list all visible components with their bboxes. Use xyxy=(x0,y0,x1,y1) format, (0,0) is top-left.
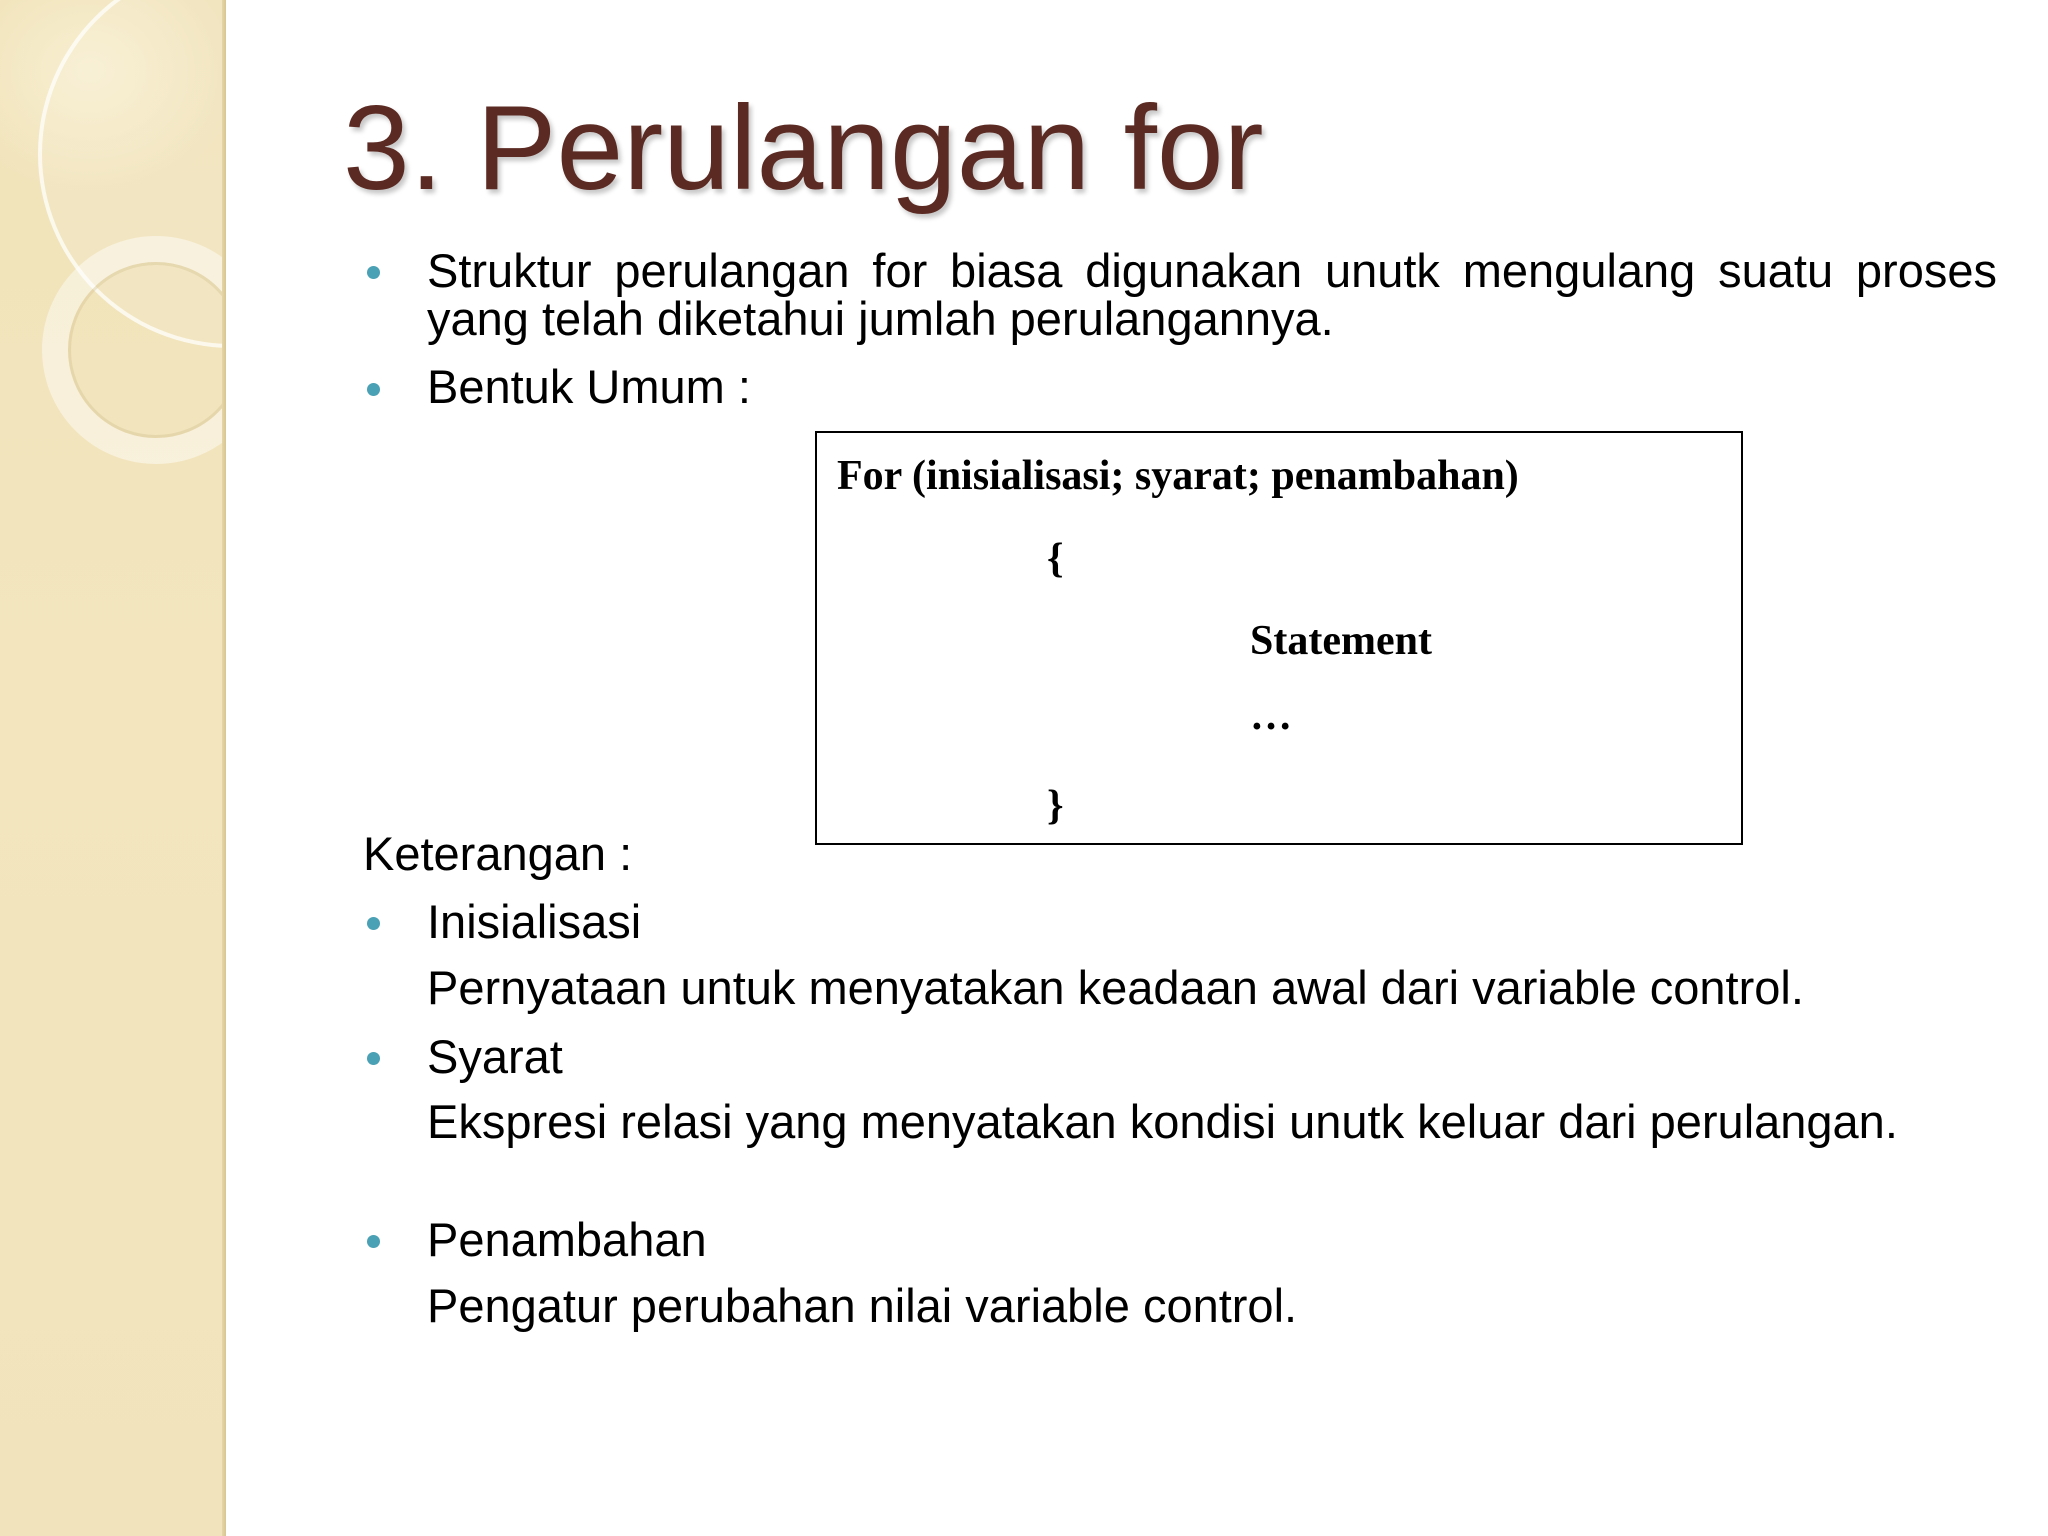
bullet-dot xyxy=(367,1052,380,1065)
bullet-dot xyxy=(367,917,380,930)
panel-edge xyxy=(222,0,226,1536)
note-term-initialization: Inisialisasi xyxy=(427,895,642,948)
note-term-increment: Penambahan xyxy=(427,1213,707,1266)
slide-title: 3. Perulangan for xyxy=(343,81,1264,215)
note-desc-initialization: Pernyataan untuk menyatakan keadaan awal dari variable control. xyxy=(427,961,1804,1014)
note-desc-condition: Ekspresi relasi yang menyatakan kondisi unutk keluar dari perulangan. xyxy=(427,1095,1898,1148)
decorative-side-panel xyxy=(0,0,226,1536)
bullet-dot xyxy=(367,266,380,279)
bullet-text-general-form: Bentuk Umum : xyxy=(427,360,751,413)
syntax-open-brace: { xyxy=(1047,536,1064,582)
syntax-ellipsis: … xyxy=(1250,693,1292,739)
syntax-close-brace: } xyxy=(1047,783,1064,829)
syntax-box xyxy=(815,431,1743,845)
note-term-condition: Syarat xyxy=(427,1030,563,1083)
bullet-text-intro: Struktur perulangan for biasa digunakan unutk mengulang suatu proses yang telah diketahui jumlah perulangannya. xyxy=(427,244,1997,345)
syntax-header: For (inisialisasi; syarat; penambahan) xyxy=(837,453,1519,499)
notes-heading: Keterangan : xyxy=(363,827,633,880)
syntax-statement: Statement xyxy=(1250,618,1432,664)
bullet-dot xyxy=(367,1235,380,1248)
bullet-dot xyxy=(367,383,380,396)
note-desc-increment: Pengatur perubahan nilai variable control. xyxy=(427,1279,1298,1332)
